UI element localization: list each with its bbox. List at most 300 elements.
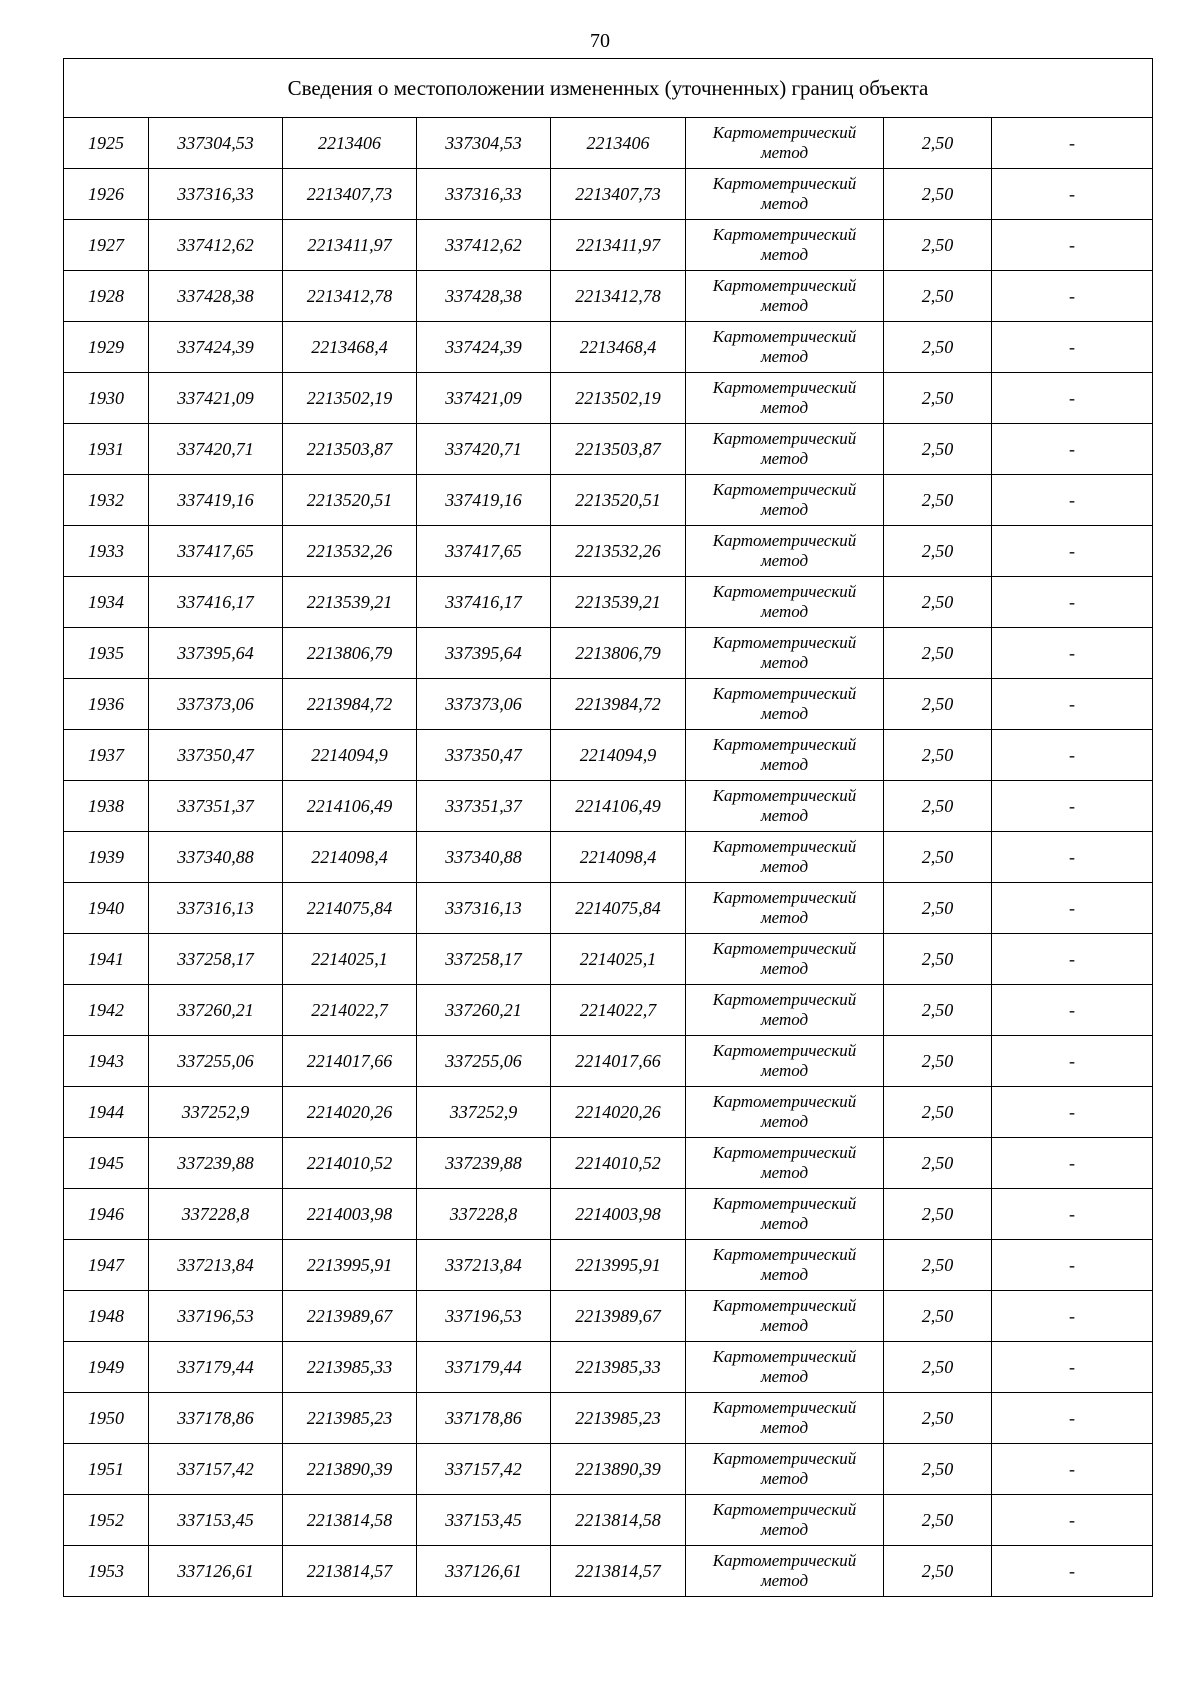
method-line-1: Картометрический <box>712 633 857 653</box>
table-row <box>64 577 1153 628</box>
method-line-2: метод <box>760 296 809 315</box>
x-refined-cell: 337126,61 <box>417 1546 551 1597</box>
x-refined-cell: 337260,21 <box>417 985 551 1036</box>
y-existing-cell: 2214010,52 <box>283 1138 417 1189</box>
method-line-1: Картометрический <box>712 1449 857 1469</box>
point-number-cell: 1929 <box>64 322 149 373</box>
method-cell <box>686 985 884 1036</box>
y-refined-cell: 2214106,49 <box>551 781 686 832</box>
point-number-cell: 1931 <box>64 424 149 475</box>
point-number-cell: 1928 <box>64 271 149 322</box>
method-line-1: Картометрический <box>712 888 857 908</box>
method-line-1: Картометрический <box>712 480 857 500</box>
method-line-2: метод <box>760 245 809 264</box>
note-cell: - <box>992 1546 1153 1597</box>
y-refined-cell: 2213806,79 <box>551 628 686 679</box>
method-cell <box>686 934 884 985</box>
table-row <box>64 424 1153 475</box>
table-row <box>64 1546 1153 1597</box>
point-number-cell: 1934 <box>64 577 149 628</box>
table-row <box>64 781 1153 832</box>
table-row <box>64 271 1153 322</box>
page-number: 70 <box>590 30 610 52</box>
y-refined-cell: 2214022,7 <box>551 985 686 1036</box>
method-cell <box>686 1036 884 1087</box>
x-existing-cell: 337239,88 <box>149 1138 283 1189</box>
method-line-2: метод <box>760 1061 809 1080</box>
accuracy-cell: 2,50 <box>884 679 992 730</box>
x-existing-cell: 337153,45 <box>149 1495 283 1546</box>
y-refined-cell: 2214010,52 <box>551 1138 686 1189</box>
method-line-1: Картометрический <box>712 174 857 194</box>
point-number-cell: 1944 <box>64 1087 149 1138</box>
note-cell: - <box>992 1189 1153 1240</box>
table-body <box>64 59 1153 1597</box>
method-line-2: метод <box>760 1520 809 1539</box>
accuracy-cell: 2,50 <box>884 1036 992 1087</box>
y-refined-cell: 2213985,23 <box>551 1393 686 1444</box>
point-number-cell: 1939 <box>64 832 149 883</box>
point-number-cell: 1951 <box>64 1444 149 1495</box>
note-cell: - <box>992 271 1153 322</box>
method-line-2: метод <box>760 806 809 825</box>
y-refined-cell: 2213502,19 <box>551 373 686 424</box>
y-existing-cell: 2213520,51 <box>283 475 417 526</box>
y-existing-cell: 2214106,49 <box>283 781 417 832</box>
method-line-1: Картометрический <box>712 1551 857 1571</box>
accuracy-cell: 2,50 <box>884 475 992 526</box>
x-refined-cell: 337428,38 <box>417 271 551 322</box>
method-line-1: Картометрический <box>712 735 857 755</box>
y-existing-cell: 2214020,26 <box>283 1087 417 1138</box>
accuracy-cell: 2,50 <box>884 730 992 781</box>
note-cell: - <box>992 1342 1153 1393</box>
method-cell <box>686 475 884 526</box>
accuracy-cell: 2,50 <box>884 424 992 475</box>
table-title: Сведения о местоположении измененных (уточненных) границ объекта <box>64 59 1153 118</box>
note-cell: - <box>992 730 1153 781</box>
y-existing-cell: 2213502,19 <box>283 373 417 424</box>
y-refined-cell: 2213407,73 <box>551 169 686 220</box>
x-refined-cell: 337417,65 <box>417 526 551 577</box>
method-cell <box>686 1495 884 1546</box>
x-refined-cell: 337421,09 <box>417 373 551 424</box>
y-existing-cell: 2214075,84 <box>283 883 417 934</box>
method-line-1: Картометрический <box>712 1143 857 1163</box>
x-refined-cell: 337416,17 <box>417 577 551 628</box>
y-refined-cell: 2214098,4 <box>551 832 686 883</box>
x-existing-cell: 337316,33 <box>149 169 283 220</box>
y-existing-cell: 2213468,4 <box>283 322 417 373</box>
x-refined-cell: 337255,06 <box>417 1036 551 1087</box>
point-number-cell: 1938 <box>64 781 149 832</box>
y-refined-cell: 2214020,26 <box>551 1087 686 1138</box>
method-line-2: метод <box>760 347 809 366</box>
table-row <box>64 1087 1153 1138</box>
accuracy-cell: 2,50 <box>884 832 992 883</box>
method-line-2: метод <box>760 1214 809 1233</box>
y-refined-cell: 2214075,84 <box>551 883 686 934</box>
x-existing-cell: 337420,71 <box>149 424 283 475</box>
note-cell: - <box>992 1240 1153 1291</box>
x-existing-cell: 337351,37 <box>149 781 283 832</box>
method-line-2: метод <box>760 1010 809 1029</box>
x-existing-cell: 337395,64 <box>149 628 283 679</box>
accuracy-cell: 2,50 <box>884 1138 992 1189</box>
y-existing-cell: 2213411,97 <box>283 220 417 271</box>
y-refined-cell: 2213989,67 <box>551 1291 686 1342</box>
table-row <box>64 1495 1153 1546</box>
y-refined-cell: 2213406 <box>551 118 686 169</box>
point-number-cell: 1946 <box>64 1189 149 1240</box>
x-existing-cell: 337316,13 <box>149 883 283 934</box>
accuracy-cell: 2,50 <box>884 1393 992 1444</box>
table-row <box>64 985 1153 1036</box>
note-cell: - <box>992 832 1153 883</box>
point-number-cell: 1925 <box>64 118 149 169</box>
method-line-2: метод <box>760 653 809 672</box>
table-row <box>64 1342 1153 1393</box>
accuracy-cell: 2,50 <box>884 628 992 679</box>
y-existing-cell: 2214098,4 <box>283 832 417 883</box>
accuracy-cell: 2,50 <box>884 1546 992 1597</box>
y-refined-cell: 2213890,39 <box>551 1444 686 1495</box>
point-number-cell: 1935 <box>64 628 149 679</box>
accuracy-cell: 2,50 <box>884 271 992 322</box>
y-refined-cell: 2213995,91 <box>551 1240 686 1291</box>
note-cell: - <box>992 1393 1153 1444</box>
method-line-2: метод <box>760 1571 809 1590</box>
method-cell <box>686 1291 884 1342</box>
method-line-2: метод <box>760 449 809 468</box>
x-refined-cell: 337316,13 <box>417 883 551 934</box>
method-cell <box>686 1138 884 1189</box>
method-cell <box>686 526 884 577</box>
table-row <box>64 118 1153 169</box>
x-refined-cell: 337419,16 <box>417 475 551 526</box>
accuracy-cell: 2,50 <box>884 985 992 1036</box>
table-row <box>64 475 1153 526</box>
table-header-row <box>64 59 1153 118</box>
method-cell <box>686 271 884 322</box>
table-row <box>64 1138 1153 1189</box>
y-refined-cell: 2213520,51 <box>551 475 686 526</box>
note-cell: - <box>992 934 1153 985</box>
note-cell: - <box>992 1138 1153 1189</box>
method-line-1: Картометрический <box>712 429 857 449</box>
method-cell <box>686 577 884 628</box>
note-cell: - <box>992 373 1153 424</box>
note-cell: - <box>992 781 1153 832</box>
method-line-1: Картометрический <box>712 327 857 347</box>
table-row <box>64 832 1153 883</box>
x-refined-cell: 337316,33 <box>417 169 551 220</box>
table-row <box>64 1291 1153 1342</box>
method-line-2: метод <box>760 704 809 723</box>
point-number-cell: 1949 <box>64 1342 149 1393</box>
note-cell: - <box>992 577 1153 628</box>
method-line-1: Картометрический <box>712 531 857 551</box>
method-cell <box>686 832 884 883</box>
x-refined-cell: 337179,44 <box>417 1342 551 1393</box>
method-line-1: Картометрический <box>712 276 857 296</box>
y-existing-cell: 2213985,33 <box>283 1342 417 1393</box>
x-existing-cell: 337157,42 <box>149 1444 283 1495</box>
x-existing-cell: 337304,53 <box>149 118 283 169</box>
point-number-cell: 1947 <box>64 1240 149 1291</box>
method-cell <box>686 883 884 934</box>
accuracy-cell: 2,50 <box>884 1087 992 1138</box>
method-line-2: метод <box>760 1367 809 1386</box>
y-existing-cell: 2214017,66 <box>283 1036 417 1087</box>
x-existing-cell: 337213,84 <box>149 1240 283 1291</box>
y-existing-cell: 2213984,72 <box>283 679 417 730</box>
method-line-1: Картометрический <box>712 1296 857 1316</box>
method-line-2: метод <box>760 143 809 162</box>
x-refined-cell: 337252,9 <box>417 1087 551 1138</box>
y-existing-cell: 2213407,73 <box>283 169 417 220</box>
x-existing-cell: 337424,39 <box>149 322 283 373</box>
table-row <box>64 1189 1153 1240</box>
note-cell: - <box>992 1444 1153 1495</box>
x-existing-cell: 337126,61 <box>149 1546 283 1597</box>
y-existing-cell: 2213532,26 <box>283 526 417 577</box>
point-number-cell: 1933 <box>64 526 149 577</box>
y-existing-cell: 2213503,87 <box>283 424 417 475</box>
point-number-cell: 1952 <box>64 1495 149 1546</box>
y-refined-cell: 2213532,26 <box>551 526 686 577</box>
method-line-2: метод <box>760 908 809 927</box>
accuracy-cell: 2,50 <box>884 934 992 985</box>
method-line-1: Картометрический <box>712 1398 857 1418</box>
accuracy-cell: 2,50 <box>884 1189 992 1240</box>
y-refined-cell: 2213411,97 <box>551 220 686 271</box>
note-cell: - <box>992 1036 1153 1087</box>
accuracy-cell: 2,50 <box>884 1495 992 1546</box>
method-line-2: метод <box>760 1418 809 1437</box>
accuracy-cell: 2,50 <box>884 118 992 169</box>
table-row <box>64 373 1153 424</box>
y-existing-cell: 2214025,1 <box>283 934 417 985</box>
x-refined-cell: 337350,47 <box>417 730 551 781</box>
point-number-cell: 1943 <box>64 1036 149 1087</box>
y-existing-cell: 2213539,21 <box>283 577 417 628</box>
y-refined-cell: 2213814,57 <box>551 1546 686 1597</box>
accuracy-cell: 2,50 <box>884 526 992 577</box>
x-refined-cell: 337412,62 <box>417 220 551 271</box>
point-number-cell: 1953 <box>64 1546 149 1597</box>
table-row <box>64 1036 1153 1087</box>
method-line-1: Картометрический <box>712 684 857 704</box>
note-cell: - <box>992 883 1153 934</box>
x-existing-cell: 337419,16 <box>149 475 283 526</box>
y-refined-cell: 2213984,72 <box>551 679 686 730</box>
x-existing-cell: 337373,06 <box>149 679 283 730</box>
x-refined-cell: 337258,17 <box>417 934 551 985</box>
method-line-2: метод <box>760 959 809 978</box>
y-existing-cell: 2213995,91 <box>283 1240 417 1291</box>
x-refined-cell: 337373,06 <box>417 679 551 730</box>
table-row <box>64 1444 1153 1495</box>
accuracy-cell: 2,50 <box>884 373 992 424</box>
accuracy-cell: 2,50 <box>884 322 992 373</box>
accuracy-cell: 2,50 <box>884 169 992 220</box>
note-cell: - <box>992 1291 1153 1342</box>
x-existing-cell: 337179,44 <box>149 1342 283 1393</box>
method-cell <box>686 1546 884 1597</box>
method-cell <box>686 781 884 832</box>
x-refined-cell: 337351,37 <box>417 781 551 832</box>
accuracy-cell: 2,50 <box>884 220 992 271</box>
table-row <box>64 1393 1153 1444</box>
y-refined-cell: 2214025,1 <box>551 934 686 985</box>
method-line-1: Картометрический <box>712 1500 857 1520</box>
method-line-1: Картометрический <box>712 123 857 143</box>
x-existing-cell: 337196,53 <box>149 1291 283 1342</box>
method-line-2: метод <box>760 500 809 519</box>
note-cell: - <box>992 424 1153 475</box>
method-line-1: Картометрический <box>712 378 857 398</box>
method-cell <box>686 1444 884 1495</box>
method-cell <box>686 628 884 679</box>
method-cell <box>686 220 884 271</box>
note-cell: - <box>992 322 1153 373</box>
x-refined-cell: 337239,88 <box>417 1138 551 1189</box>
x-refined-cell: 337304,53 <box>417 118 551 169</box>
accuracy-cell: 2,50 <box>884 1240 992 1291</box>
point-number-cell: 1927 <box>64 220 149 271</box>
method-cell <box>686 1087 884 1138</box>
x-refined-cell: 337153,45 <box>417 1495 551 1546</box>
y-existing-cell: 2213814,58 <box>283 1495 417 1546</box>
method-cell <box>686 322 884 373</box>
method-line-1: Картометрический <box>712 582 857 602</box>
table-row <box>64 679 1153 730</box>
table-row <box>64 1240 1153 1291</box>
y-existing-cell: 2213406 <box>283 118 417 169</box>
table-row <box>64 169 1153 220</box>
table-row <box>64 322 1153 373</box>
accuracy-cell: 2,50 <box>884 1342 992 1393</box>
method-line-2: метод <box>760 398 809 417</box>
point-number-cell: 1937 <box>64 730 149 781</box>
note-cell: - <box>992 118 1153 169</box>
y-existing-cell: 2214094,9 <box>283 730 417 781</box>
method-cell <box>686 1189 884 1240</box>
method-line-1: Картометрический <box>712 225 857 245</box>
method-cell <box>686 118 884 169</box>
method-line-2: метод <box>760 755 809 774</box>
method-line-2: метод <box>760 602 809 621</box>
method-line-1: Картометрический <box>712 990 857 1010</box>
boundary-table <box>63 58 1153 1597</box>
method-line-1: Картометрический <box>712 1092 857 1112</box>
note-cell: - <box>992 169 1153 220</box>
method-line-1: Картометрический <box>712 1245 857 1265</box>
method-cell <box>686 424 884 475</box>
y-refined-cell: 2214003,98 <box>551 1189 686 1240</box>
method-cell <box>686 169 884 220</box>
x-refined-cell: 337395,64 <box>417 628 551 679</box>
note-cell: - <box>992 526 1153 577</box>
y-existing-cell: 2213985,23 <box>283 1393 417 1444</box>
note-cell: - <box>992 475 1153 526</box>
y-existing-cell: 2213814,57 <box>283 1546 417 1597</box>
method-line-1: Картометрический <box>712 1194 857 1214</box>
method-line-2: метод <box>760 194 809 213</box>
accuracy-cell: 2,50 <box>884 883 992 934</box>
x-refined-cell: 337157,42 <box>417 1444 551 1495</box>
point-number-cell: 1930 <box>64 373 149 424</box>
method-line-1: Картометрический <box>712 939 857 959</box>
table-row <box>64 526 1153 577</box>
x-existing-cell: 337260,21 <box>149 985 283 1036</box>
x-existing-cell: 337428,38 <box>149 271 283 322</box>
x-existing-cell: 337255,06 <box>149 1036 283 1087</box>
table-row <box>64 220 1153 271</box>
method-line-2: метод <box>760 551 809 570</box>
x-existing-cell: 337258,17 <box>149 934 283 985</box>
y-refined-cell: 2213468,4 <box>551 322 686 373</box>
x-refined-cell: 337196,53 <box>417 1291 551 1342</box>
table-row <box>64 934 1153 985</box>
method-line-2: метод <box>760 1469 809 1488</box>
method-line-2: метод <box>760 857 809 876</box>
note-cell: - <box>992 220 1153 271</box>
x-refined-cell: 337178,86 <box>417 1393 551 1444</box>
method-line-2: метод <box>760 1265 809 1284</box>
method-cell <box>686 730 884 781</box>
note-cell: - <box>992 679 1153 730</box>
note-cell: - <box>992 1495 1153 1546</box>
x-existing-cell: 337252,9 <box>149 1087 283 1138</box>
x-refined-cell: 337213,84 <box>417 1240 551 1291</box>
x-existing-cell: 337340,88 <box>149 832 283 883</box>
point-number-cell: 1945 <box>64 1138 149 1189</box>
method-line-1: Картометрический <box>712 1041 857 1061</box>
note-cell: - <box>992 985 1153 1036</box>
method-line-1: Картометрический <box>712 1347 857 1367</box>
method-cell <box>686 1240 884 1291</box>
y-existing-cell: 2213989,67 <box>283 1291 417 1342</box>
y-refined-cell: 2214017,66 <box>551 1036 686 1087</box>
x-refined-cell: 337340,88 <box>417 832 551 883</box>
method-line-2: метод <box>760 1112 809 1131</box>
accuracy-cell: 2,50 <box>884 577 992 628</box>
y-refined-cell: 2214094,9 <box>551 730 686 781</box>
x-existing-cell: 337178,86 <box>149 1393 283 1444</box>
x-existing-cell: 337417,65 <box>149 526 283 577</box>
y-existing-cell: 2213412,78 <box>283 271 417 322</box>
y-existing-cell: 2213890,39 <box>283 1444 417 1495</box>
method-line-2: метод <box>760 1163 809 1182</box>
y-existing-cell: 2214003,98 <box>283 1189 417 1240</box>
y-refined-cell: 2213985,33 <box>551 1342 686 1393</box>
point-number-cell: 1926 <box>64 169 149 220</box>
table-row <box>64 883 1153 934</box>
table-row <box>64 628 1153 679</box>
point-number-cell: 1940 <box>64 883 149 934</box>
x-existing-cell: 337421,09 <box>149 373 283 424</box>
point-number-cell: 1948 <box>64 1291 149 1342</box>
note-cell: - <box>992 1087 1153 1138</box>
y-existing-cell: 2214022,7 <box>283 985 417 1036</box>
table-row <box>64 730 1153 781</box>
method-line-1: Картометрический <box>712 837 857 857</box>
point-number-cell: 1941 <box>64 934 149 985</box>
accuracy-cell: 2,50 <box>884 781 992 832</box>
y-refined-cell: 2213412,78 <box>551 271 686 322</box>
